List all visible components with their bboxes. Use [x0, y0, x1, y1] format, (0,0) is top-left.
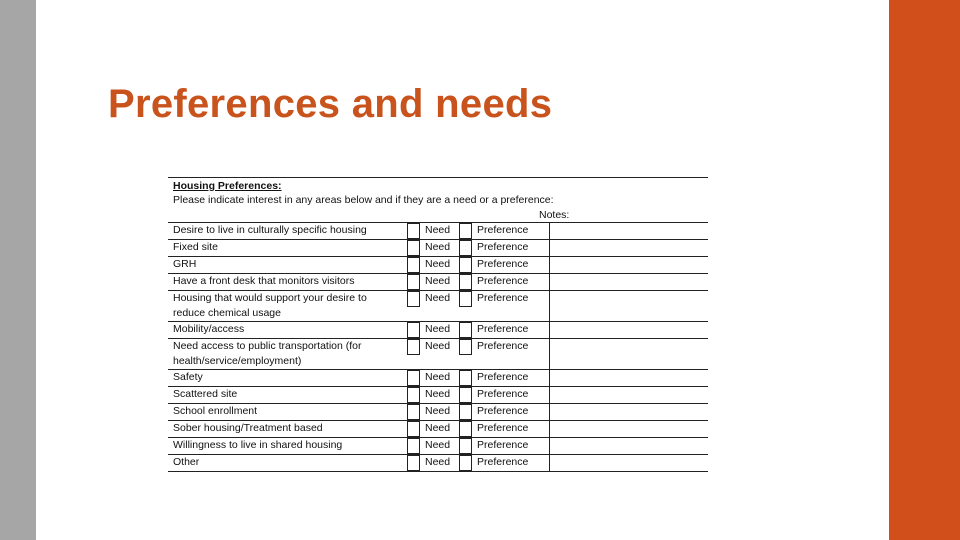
need-label: Need: [425, 340, 451, 352]
notes-cell[interactable]: [550, 223, 709, 240]
need-checkbox-cell: [407, 240, 423, 257]
slide-title: Preferences and needs: [108, 82, 553, 126]
preference-label-cell: [475, 339, 550, 370]
preference-checkbox-cell: [459, 421, 475, 438]
need-label: Need: [425, 323, 451, 335]
need-checkbox[interactable]: [407, 322, 420, 338]
table-row: [168, 322, 708, 339]
notes-cell[interactable]: [550, 339, 709, 370]
form-header: [168, 177, 708, 222]
preference-checkbox-cell: [459, 274, 475, 291]
preference-checkbox[interactable]: [459, 404, 472, 420]
row-label-line: Mobility/access: [173, 323, 245, 335]
need-label-cell: [423, 322, 459, 339]
need-checkbox-cell: [407, 438, 423, 455]
preference-checkbox-cell: [459, 339, 475, 370]
notes-cell[interactable]: [550, 387, 709, 404]
notes-cell[interactable]: [550, 257, 709, 274]
preference-checkbox[interactable]: [459, 455, 472, 471]
table-row: [168, 274, 708, 291]
row-label: [168, 438, 401, 455]
preference-label: Preference: [477, 323, 529, 335]
preference-label-cell: [475, 291, 550, 322]
row-label: [168, 291, 401, 322]
preference-checkbox-cell: [459, 322, 475, 339]
row-label-line: GRH: [173, 258, 197, 270]
row-label: [168, 370, 401, 387]
preference-label: Preference: [477, 456, 529, 468]
need-label-cell: [423, 240, 459, 257]
preference-label: Preference: [477, 371, 529, 383]
need-label: Need: [425, 371, 451, 383]
preference-checkbox-cell: [459, 370, 475, 387]
row-label-line: School enrollment: [173, 405, 258, 417]
preference-checkbox[interactable]: [459, 223, 472, 239]
need-checkbox[interactable]: [407, 370, 420, 386]
row-label-line: Have a front desk that monitors visitors: [173, 275, 355, 287]
notes-cell[interactable]: [550, 438, 709, 455]
preference-label-cell: [475, 257, 550, 274]
row-label-line: reduce chemical usage: [173, 307, 281, 319]
right-accent-bar: [889, 0, 960, 540]
preference-label-cell: [475, 223, 550, 240]
need-label-cell: [423, 223, 459, 240]
preference-label-cell: [475, 404, 550, 421]
notes-cell[interactable]: [550, 322, 709, 339]
table-row: [168, 370, 708, 387]
need-checkbox[interactable]: [407, 404, 420, 420]
need-label: Need: [425, 422, 451, 434]
need-checkbox[interactable]: [407, 291, 420, 307]
row-label-line: Fixed site: [173, 241, 218, 253]
table-row: [168, 404, 708, 421]
row-label: [168, 257, 401, 274]
preference-label: Preference: [477, 388, 529, 400]
row-label-line: Willingness to live in shared housing: [173, 439, 343, 451]
preference-label: Preference: [477, 340, 529, 352]
row-label: [168, 322, 401, 339]
row-label: [168, 387, 401, 404]
preference-checkbox[interactable]: [459, 240, 472, 256]
need-label-cell: [423, 291, 459, 322]
table-row: [168, 339, 708, 370]
need-checkbox[interactable]: [407, 421, 420, 437]
need-checkbox[interactable]: [407, 240, 420, 256]
table-row: [168, 223, 708, 240]
notes-cell[interactable]: [550, 291, 709, 322]
need-checkbox-cell: [407, 223, 423, 240]
preference-checkbox[interactable]: [459, 322, 472, 338]
table-row: [168, 257, 708, 274]
need-label-cell: [423, 438, 459, 455]
preference-checkbox-cell: [459, 291, 475, 322]
preference-checkbox-cell: [459, 455, 475, 472]
need-checkbox-cell: [407, 421, 423, 438]
need-checkbox-cell: [407, 291, 423, 322]
housing-preferences-form: [168, 177, 708, 472]
need-checkbox[interactable]: [407, 387, 420, 403]
preference-label-cell: [475, 322, 550, 339]
preference-checkbox-cell: [459, 387, 475, 404]
need-checkbox[interactable]: [407, 438, 420, 454]
row-label: [168, 339, 401, 370]
preference-label-cell: [475, 370, 550, 387]
table-row: [168, 421, 708, 438]
need-checkbox[interactable]: [407, 455, 420, 471]
need-label-cell: [423, 339, 459, 370]
need-label-cell: [423, 455, 459, 472]
table-row: [168, 438, 708, 455]
row-label-line: Desire to live in culturally specific housing: [173, 224, 367, 236]
notes-cell[interactable]: [550, 455, 709, 472]
need-checkbox[interactable]: [407, 274, 420, 290]
need-label-cell: [423, 257, 459, 274]
preference-label: Preference: [477, 439, 529, 451]
row-label-line: Sober housing/Treatment based: [173, 422, 323, 434]
need-checkbox[interactable]: [407, 223, 420, 239]
need-label: Need: [425, 388, 451, 400]
need-checkbox-cell: [407, 339, 423, 370]
preference-label: Preference: [477, 224, 529, 236]
need-checkbox-cell: [407, 404, 423, 421]
need-checkbox-cell: [407, 455, 423, 472]
preference-label-cell: [475, 421, 550, 438]
row-label-line: Housing that would support your desire to: [173, 292, 367, 304]
need-label: Need: [425, 405, 451, 417]
row-label: [168, 223, 401, 240]
table-row: [168, 387, 708, 404]
preference-checkbox-cell: [459, 223, 475, 240]
row-label: [168, 455, 401, 472]
preference-label: Preference: [477, 275, 529, 287]
table-row: [168, 291, 708, 322]
need-label: Need: [425, 275, 451, 287]
preference-checkbox[interactable]: [459, 438, 472, 454]
row-label-line: Scattered site: [173, 388, 238, 400]
need-label: Need: [425, 456, 451, 468]
need-label: Need: [425, 292, 451, 304]
preference-label: Preference: [477, 241, 529, 253]
notes-column-label: Notes:: [539, 209, 570, 221]
preference-checkbox[interactable]: [459, 339, 472, 355]
preference-label-cell: [475, 274, 550, 291]
preference-checkbox[interactable]: [459, 291, 472, 307]
preference-label-cell: [475, 387, 550, 404]
notes-cell[interactable]: [550, 274, 709, 291]
form-heading: Housing Preferences:: [173, 180, 282, 192]
notes-cell[interactable]: [550, 421, 709, 438]
preference-checkbox[interactable]: [459, 421, 472, 437]
preference-label: Preference: [477, 405, 529, 417]
need-label: Need: [425, 439, 451, 451]
row-label: [168, 404, 401, 421]
need-label: Need: [425, 258, 451, 270]
preference-checkbox[interactable]: [459, 387, 472, 403]
need-checkbox-cell: [407, 274, 423, 291]
row-label: [168, 274, 401, 291]
row-label-line: Other: [173, 456, 200, 468]
preference-checkbox-cell: [459, 404, 475, 421]
preference-checkbox-cell: [459, 257, 475, 274]
need-label: Need: [425, 241, 451, 253]
need-label-cell: [423, 404, 459, 421]
need-label-cell: [423, 421, 459, 438]
form-instruction: Please indicate interest in any areas below and if they are a need or a preference:: [173, 194, 554, 206]
notes-cell[interactable]: [550, 370, 709, 387]
row-label-line: Need access to public transportation (for: [173, 340, 362, 352]
need-checkbox-cell: [407, 387, 423, 404]
notes-cell[interactable]: [550, 240, 709, 257]
preference-label: Preference: [477, 258, 529, 270]
preferences-table: [168, 222, 708, 472]
preference-label-cell: [475, 455, 550, 472]
preference-label-cell: [475, 240, 550, 257]
row-label: [168, 240, 401, 257]
row-label: [168, 421, 401, 438]
preference-label: Preference: [477, 422, 529, 434]
need-label-cell: [423, 370, 459, 387]
need-label: Need: [425, 224, 451, 236]
need-checkbox-cell: [407, 257, 423, 274]
row-label-line: Safety: [173, 371, 203, 383]
preference-label-cell: [475, 438, 550, 455]
preference-checkbox[interactable]: [459, 274, 472, 290]
preference-checkbox[interactable]: [459, 257, 472, 273]
preference-checkbox[interactable]: [459, 370, 472, 386]
need-label-cell: [423, 274, 459, 291]
need-checkbox[interactable]: [407, 339, 420, 355]
preference-label: Preference: [477, 292, 529, 304]
notes-cell[interactable]: [550, 404, 709, 421]
preference-checkbox-cell: [459, 438, 475, 455]
left-accent-bar: [0, 0, 36, 540]
need-checkbox-cell: [407, 322, 423, 339]
table-row: [168, 455, 708, 472]
need-checkbox[interactable]: [407, 257, 420, 273]
need-checkbox-cell: [407, 370, 423, 387]
preference-checkbox-cell: [459, 240, 475, 257]
table-row: [168, 240, 708, 257]
row-label-line: health/service/employment): [173, 355, 302, 367]
need-label-cell: [423, 387, 459, 404]
